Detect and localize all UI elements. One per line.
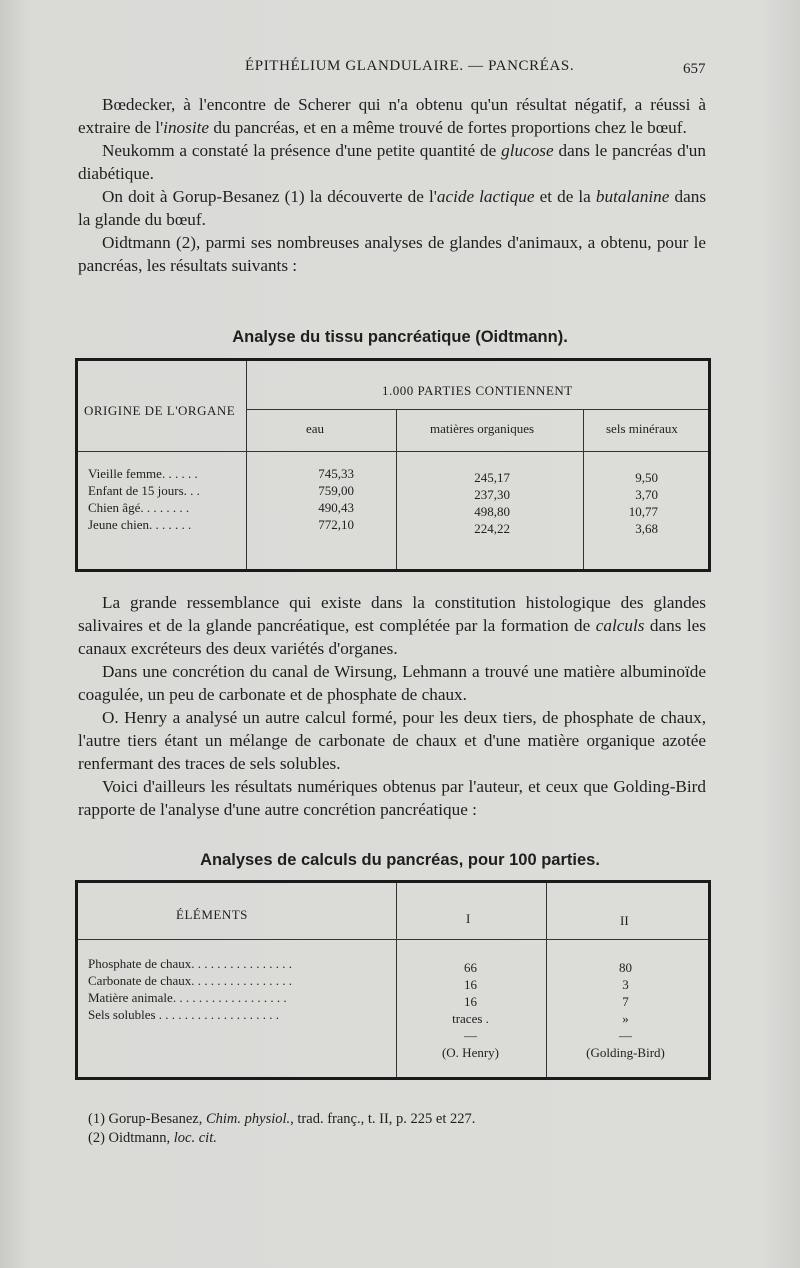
table2 (75, 880, 711, 1080)
cell-i: traces . (452, 1011, 489, 1026)
paragraph-gorup: On doit à Gorup-Besanez (1) la découverte de l'acide lactique et de la butalanine dans la glande du bœuf. (78, 187, 707, 229)
cell-eau: 745,33 (318, 466, 354, 481)
table2-labels (88, 955, 292, 1023)
cell-i: 16 (464, 994, 477, 1009)
dash: — (619, 1028, 632, 1043)
col-header-ii: II (620, 913, 629, 928)
table1-labels (88, 465, 200, 533)
col-header-i: I (466, 911, 471, 926)
intro-text (78, 93, 706, 277)
cell-eau: 759,00 (318, 483, 354, 498)
table-row-label: Vieille femme. . . . . . (88, 466, 198, 481)
cell-ii: » (622, 1011, 629, 1026)
table2-col-ii (568, 959, 683, 1061)
footnotes (88, 1110, 475, 1148)
paragraph-oidtmann: Oidtmann (2), parmi ses nombreuses analyses de glandes d'animaux, a obtenu, pour le pancréas, les résultats suivants : (78, 233, 706, 275)
cell-eau: 772,10 (318, 517, 354, 532)
table1-eau (274, 465, 354, 533)
paragraph-golding: Voici d'ailleurs les résultats numériques obtenus par l'auteur, et ceux que Golding-Bird rapporte de l'analyse d'une autre concrétion pancréatique : (78, 777, 706, 819)
page-header (0, 58, 800, 82)
paragraph-ressemblance: La grande ressemblance qui existe dans la constitution histologique des glandes salivaires et de la glande pancréatique, est complétée par la formation de calculs dans les canaux excréteurs des deux variétés d'organes. (78, 593, 706, 658)
cell-i: 16 (464, 977, 477, 992)
elements-header: ÉLÉMENTS (176, 907, 248, 922)
paragraph-neukomm: Neukomm a constaté la présence d'une petite quantité de glucose dans le pancréas d'un diabétique. (78, 141, 706, 183)
footnote-1: (1) Gorup-Besanez, Chim. physiol., trad. franç., t. II, p. 225 et 227. (88, 1111, 476, 1127)
table2-col-i (418, 959, 523, 1061)
dash: — (464, 1028, 477, 1043)
table1-sels (578, 469, 658, 537)
table-row-label: Matière animale. . . . . . . . . . . . . . . . . . (88, 990, 287, 1005)
source-golding: (Golding-Bird) (586, 1045, 665, 1060)
cell-sels: 3,70 (635, 487, 658, 502)
cell-ii: 7 (622, 994, 629, 1009)
cell-ii: 80 (619, 960, 632, 975)
cell-organiques: 498,80 (474, 504, 510, 519)
table2-caption: Analyses de calculs du pancréas, pour 100 parties. (200, 851, 600, 869)
middle-text (78, 591, 706, 821)
paragraph-boedecker: Bœdecker, à l'encontre de Scherer qui n'a obtenu qu'un résultat négatif, a réussi à extraire de l'inosite du pancréas, et en a même trouvé de fortes proportions chez le bœuf. (78, 95, 706, 137)
cell-organiques: 237,30 (474, 487, 510, 502)
table-row-label: Jeune chien. . . . . . . (88, 517, 192, 532)
origin-header: ORIGINE DE L'ORGANE (84, 403, 236, 418)
cell-sels: 10,77 (628, 504, 658, 519)
group-header: 1.000 PARTIES CONTIENNENT (382, 383, 573, 398)
table1-caption: Analyse du tissu pancréatique (Oidtmann). (232, 328, 568, 346)
col-header-sels: sels minéraux (606, 421, 678, 436)
table-row-label: Carbonate de chaux. . . . . . . . . . . . . . . . (88, 973, 292, 988)
col-header-organiques: matières organiques (430, 421, 535, 436)
paragraph-lehmann: Dans une concrétion du canal de Wirsung, Lehmann a trouvé une matière albuminoïde coagulée, un peu de carbonate et de phosphate de chaux. (78, 662, 706, 704)
col-header-eau: eau (306, 421, 325, 436)
paragraph-henry: O. Henry a analysé un autre calcul formé, pour les deux tiers, de phosphate de chaux, l'autre tiers étant un mélange de carbonate de chaux et d'une matière organique azotée renfermant des traces de sels solubles. (78, 708, 706, 773)
cell-organiques: 224,22 (474, 521, 510, 536)
footnote-2: (2) Oidtmann, loc. cit. (88, 1130, 217, 1146)
table-row-label: Enfant de 15 jours. . . (88, 483, 200, 498)
cell-eau: 490,43 (318, 500, 354, 515)
running-title: ÉPITHÉLIUM GLANDULAIRE. — PANCRÉAS. (245, 58, 575, 74)
cell-sels: 9,50 (635, 470, 658, 485)
table-row-label: Phosphate de chaux. . . . . . . . . . . . . . . . (88, 956, 293, 971)
cell-sels: 3,68 (635, 521, 658, 536)
table1-organiques (430, 469, 510, 537)
cell-organiques: 245,17 (474, 470, 510, 485)
source-henry: (O. Henry) (441, 1045, 500, 1060)
table-row-label: Chien âgé. . . . . . . . (88, 500, 190, 515)
cell-i: 66 (464, 960, 477, 975)
table1 (75, 358, 711, 572)
cell-ii: 3 (622, 977, 629, 992)
table-row-label: Sels solubles . . . . . . . . . . . . . . . . . . . (88, 1007, 280, 1022)
page-number: 657 (683, 61, 706, 77)
